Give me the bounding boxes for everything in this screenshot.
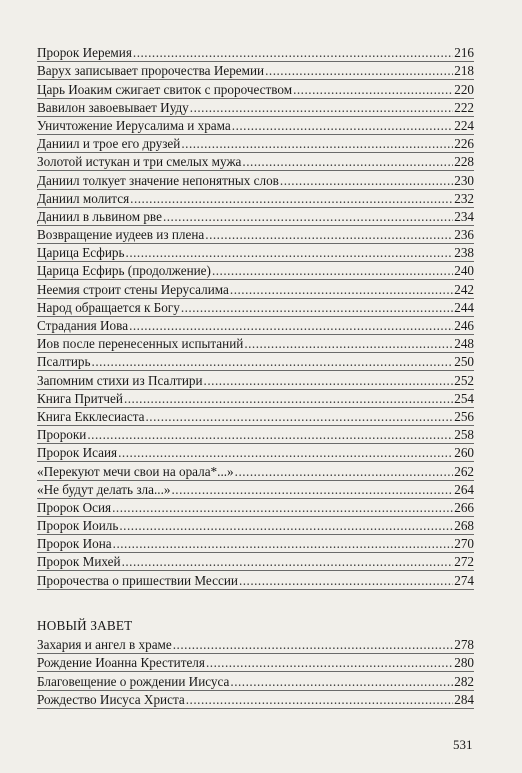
- toc-entry-title: Варух записывает пророчества Иеремии: [37, 63, 265, 79]
- toc-entry: [37, 117, 474, 135]
- toc-entry-title: Пророки: [37, 427, 87, 443]
- toc-entry-page: 252: [454, 372, 474, 388]
- toc-entry: [37, 553, 474, 571]
- toc-entry-title: Вавилон завоевывает Иуду: [37, 99, 189, 115]
- toc-new-testament: [37, 636, 474, 709]
- toc-entry: [37, 171, 474, 189]
- dot-leader: [113, 536, 454, 551]
- toc-entry-page: 284: [454, 691, 474, 707]
- toc-entry: [37, 390, 474, 408]
- dot-leader: [230, 674, 453, 689]
- toc-entry: [37, 99, 474, 117]
- toc-entry-title: Золотой истукан и три смелых мужа: [37, 154, 242, 170]
- dot-leader: [242, 154, 453, 169]
- toc-entry: [37, 262, 474, 280]
- dot-leader: [206, 655, 453, 670]
- toc-entry: [37, 135, 474, 153]
- toc-entry-title: Уничтожение Иерусалима и храма: [37, 117, 231, 133]
- dot-leader: [204, 373, 454, 388]
- toc-entry-page: 274: [454, 572, 474, 588]
- dot-leader: [244, 336, 453, 351]
- toc-entry-title: Рождение Иоанна Крестителя: [37, 655, 205, 671]
- dot-leader: [119, 518, 453, 533]
- dot-leader: [146, 409, 454, 424]
- toc-entry: [37, 408, 474, 426]
- dot-leader: [122, 554, 454, 569]
- toc-entry-page: 254: [454, 390, 474, 406]
- toc-entry-title: Царица Есфирь (продолжение): [37, 263, 211, 279]
- toc-entry-page: 272: [454, 554, 474, 570]
- toc-entry-page: 232: [454, 190, 474, 206]
- toc-entry-page: 216: [454, 45, 474, 61]
- toc-entry: [37, 517, 474, 535]
- toc-entry-title: Даниил в львином рве: [37, 208, 162, 224]
- toc-entry-title: Даниил и трое его друзей: [37, 136, 181, 152]
- toc-entry: [37, 80, 474, 98]
- toc-entry-page: 256: [454, 408, 474, 424]
- dot-leader: [235, 464, 454, 479]
- toc-entry-title: Пророк Михей: [37, 554, 121, 570]
- dot-leader: [124, 391, 453, 406]
- toc-entry: [37, 636, 474, 654]
- toc-entry: [37, 208, 474, 226]
- toc-entry-page: 244: [454, 299, 474, 315]
- toc-entry-page: 234: [454, 208, 474, 224]
- toc-entry-title: Пророк Иеремия: [37, 45, 132, 61]
- dot-leader: [212, 263, 453, 278]
- dot-leader: [92, 354, 454, 369]
- toc-entry: [37, 499, 474, 517]
- toc-entry-title: Неемия строит стены Иерусалима: [37, 281, 229, 297]
- toc-entry-title: Царица Есфирь: [37, 245, 125, 261]
- toc-entry: [37, 691, 474, 709]
- toc-entry: [37, 535, 474, 553]
- dot-leader: [239, 573, 453, 588]
- toc-entry-page: 266: [454, 499, 474, 515]
- toc-entry-page: 226: [454, 136, 474, 152]
- dot-leader: [186, 692, 453, 707]
- dot-leader: [118, 445, 453, 460]
- toc-entry-page: 222: [454, 99, 474, 115]
- toc-entry-page: 218: [454, 63, 474, 79]
- toc-entry-page: 278: [454, 637, 474, 653]
- toc-entry: [37, 62, 474, 80]
- toc-entry-page: 220: [454, 81, 474, 97]
- toc-entry: [37, 353, 474, 371]
- dot-leader: [230, 282, 453, 297]
- toc-entry: [37, 153, 474, 171]
- toc-entry-title: Рождество Иисуса Христа: [37, 691, 185, 707]
- toc-entry-title: Пророк Иона: [37, 536, 112, 552]
- toc-entry-page: 282: [454, 673, 474, 689]
- toc-entry: [37, 426, 474, 444]
- dot-leader: [87, 427, 453, 442]
- toc-entry: [37, 299, 474, 317]
- toc-entry-page: 250: [454, 354, 474, 370]
- toc-entry-title: Псалтирь: [37, 354, 91, 370]
- toc-entry-page: 248: [454, 336, 474, 352]
- toc-entry-page: 280: [454, 655, 474, 671]
- toc-entry-title: Даниил молится: [37, 190, 130, 206]
- toc-entry-page: 260: [454, 445, 474, 461]
- toc-entry-title: Даниил толкует значение непонятных слов: [37, 172, 279, 188]
- dot-leader: [181, 136, 453, 151]
- toc-entry-title: Страдания Иова: [37, 318, 129, 333]
- toc-entry: [37, 335, 474, 353]
- dot-leader: [130, 191, 453, 206]
- toc-entry-title: «Перекуют мечи свои на орала*...»: [37, 463, 234, 479]
- toc-entry: [37, 444, 474, 462]
- toc-entry-title: Книга Притчей: [37, 390, 123, 406]
- dot-leader: [112, 500, 453, 515]
- dot-leader: [171, 482, 453, 497]
- toc-entry-title: Пророчества о пришествии Мессии: [37, 572, 238, 588]
- toc-entry-page: 240: [454, 263, 474, 279]
- toc-entry-page: 270: [454, 536, 474, 552]
- page-number: 531: [453, 737, 473, 752]
- toc-entry-page: 268: [454, 518, 474, 534]
- toc-entry-title: Народ обращается к Богу: [37, 299, 180, 315]
- toc-entry: [37, 371, 474, 389]
- toc-entry-title: Иов после перенесенных испытаний: [37, 336, 244, 352]
- dot-leader: [205, 227, 453, 242]
- toc-entry-page: 258: [454, 427, 474, 443]
- dot-leader: [293, 82, 453, 97]
- toc-entry-title: Книга Екклесиаста: [37, 408, 145, 424]
- toc-entry-page: 228: [454, 154, 474, 170]
- toc-entry-title: Захария и ангел в храме: [37, 637, 172, 653]
- section-heading-new-testament: НОВЫЙ ЗАВЕТ: [37, 618, 133, 633]
- toc-entry-title: Пророк Осия: [37, 499, 112, 515]
- toc-entry-page: 224: [454, 117, 474, 133]
- toc-entry-title: Пророк Иоиль: [37, 518, 119, 534]
- toc-entry: [37, 317, 474, 335]
- toc-entry-title: «Не будут делать зла...»: [37, 481, 171, 497]
- dot-leader: [232, 118, 453, 133]
- toc-entry-title: Пророк Исаия: [37, 445, 118, 461]
- dot-leader: [280, 173, 453, 188]
- toc-entry-title: Царь Иоаким сжигает свиток с пророчеством: [37, 81, 293, 97]
- toc-entry-page: 242: [454, 281, 474, 297]
- toc-old-testament: [37, 44, 474, 590]
- toc-entry: [37, 462, 474, 480]
- dot-leader: [181, 300, 453, 315]
- dot-leader: [265, 63, 453, 78]
- toc-entry-page: 236: [454, 227, 474, 243]
- toc-entry: [37, 481, 474, 499]
- dot-leader: [163, 209, 453, 224]
- toc-entry: [37, 226, 474, 244]
- toc-entry-title: Благовещение о рождении Иисуса: [37, 673, 230, 689]
- toc-entry: [37, 672, 474, 690]
- toc-entry: [37, 571, 474, 589]
- toc-entry-page: 246: [454, 318, 474, 333]
- toc-entry: [37, 654, 474, 672]
- toc-entry-page: 238: [454, 245, 474, 261]
- toc-entry-title: Запомним стихи из Псалтири: [37, 372, 203, 388]
- dot-leader: [190, 100, 453, 115]
- toc-entry: [37, 44, 474, 62]
- toc-entry-title: Возвращение иудеев из плена: [37, 227, 205, 243]
- toc-entry: [37, 190, 474, 208]
- dot-leader: [173, 637, 453, 652]
- toc-entry: [37, 280, 474, 298]
- dot-leader: [126, 245, 454, 260]
- dot-leader: [129, 318, 453, 333]
- dot-leader: [133, 45, 453, 60]
- toc-entry-page: 262: [454, 463, 474, 479]
- toc-entry-page: 264: [454, 481, 474, 497]
- toc-entry-page: 230: [454, 172, 474, 188]
- toc-entry: [37, 244, 474, 262]
